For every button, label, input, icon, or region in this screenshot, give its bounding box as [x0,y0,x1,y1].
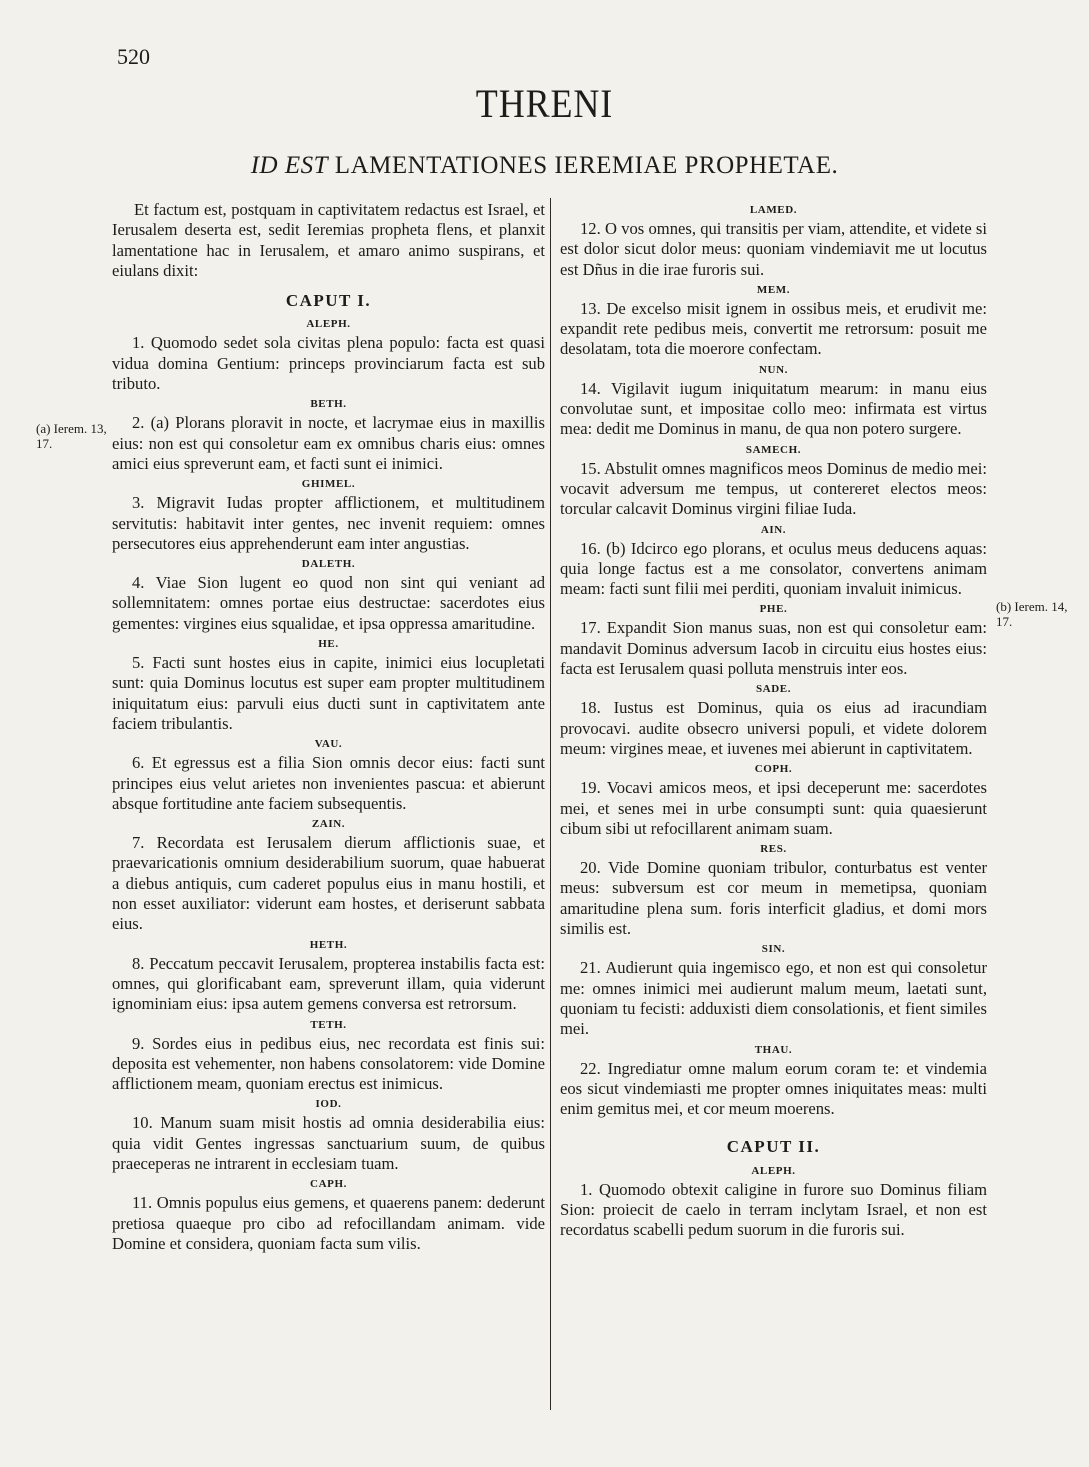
verse-letter: SAMECH. [745,443,802,456]
verse-text: 9. Sordes eius in pedibus eius, nec recordata est finis sui: deposita est vehementer, non habens consolatorem: vide Domine afflictionem meam, quoniam erectus est inimicus. [112,1033,545,1094]
verse-letter: ZAIN. [311,818,346,831]
verse-letter: IOD. [315,1098,342,1111]
verse-text: 13. De excelso misit ignem in ossibus meis, et erudivit me: expandit rete pedibus meis, convertit me retrorsum: posuit me desolatam, tota die moerore confectam. [560,298,987,359]
verse-letter: CAPH. [310,1178,347,1191]
verse-letter: ALEPH. [306,318,351,331]
margin-note-b: (b) Ierem. 14, 17. [996,599,1068,629]
column-rule [550,198,551,1410]
verse-letter: LAMED. [749,204,798,216]
verse-text: 20. Vide Domine quoniam tribulor, conturbatus est venter meus: subversum est cor meum in memetipsa, quoniam amaritudine plena sum. foris interficit gladius, et domi mors similis est. [560,858,987,939]
subtitle-italic: ID EST [250,152,329,179]
verse-text: 4. Viae Sion lugent eo quod non sint qui veniant ad sollemnitatem: omnes portae eius destructae: sacerdotes eius gementes: virgines eius squalidae, et ipsa oppressa amaritudine. [112,573,545,633]
verse-text: 5. Facti sunt hostes eius in capite, inimici eius locupletati sunt: quia Dominus locutus est super eam propter multitudinem iniquitatum eius: parvuli eius ducti sunt in captivitatem ante faciem tribulantis. [112,653,545,733]
margin-note-a: (a) Ierem. 13, 17. [36,421,107,451]
verse-text: 21. Audierunt quia ingemisco ego, et non est qui consoletur me: omnes inimici mei audierunt malum meum, laetati sunt, quoniam tu fecisti: adduxisti diem consolationis, et fient similes mei. [560,958,987,1039]
verse-letter: PHE. [759,603,788,616]
right-column [560,200,987,1241]
verse-text: 1. Quomodo obtexit caligine in furore suo Dominus filiam Sion: proiecit de caelo in terram inclytam Israel, et non est recordatus scabelli pedum suorum in die furoris sui. [560,1179,987,1240]
verse-letter: RES. [760,843,787,856]
verse-letter: TETH. [310,1018,347,1031]
verse-text: 8. Peccatum peccavit Ierusalem, propterea instabilis facta est: omnes, qui glorificabant eam, spreverunt illam, quia viderunt ignominiam eius: ipsa autem gemens conversa est retrorsum. [112,953,545,1014]
verse-text: 17. Expandit Sion manus suas, non est qui consoletur eam: mandavit Dominus adversum Iacob in circuitu eius hostes eius: facta est Ierusalem quasi polluta menstruis inter eos. [560,618,987,679]
verse-text: 10. Manum suam misit hostis ad omnia desiderabilia eius: quia vidit Gentes ingressas sanctuarium suum, de quibus praeceperas ne intrarent in ecclesiam tuam. [112,1113,545,1173]
intro-paragraph: Et factum est, postquam in captivitatem redactus est Israel, et Ierusalem deserta est, sedit Ieremias propheta flens, et planxit lamentatione hac in Ierusalem, et amaro animo suspirans, et eiulans dixit: [112,200,545,280]
left-column [112,200,545,1254]
verse-text: 11. Omnis populus eius gemens, et quaerens panem: dederunt pretiosa quaeque pro cibo ad refocillandam animam. vide Domine et considera, quoniam facta sum vilis. [112,1193,545,1253]
verse-text: 16. (b) Idcirco ego plorans, et oculus meus deducens aquas: quia longe factus est a me consolator, convertens animam meam: facti sunt filii mei perditi, quoniam invaluit inimicus. [560,538,987,599]
verse-letter: MEM. [756,283,791,296]
verse-text: 15. Abstulit omnes magnificos meos Dominus de medio mei: vocavit adversum me tempus, ut contereret electos meos: torcular calcavit Dominus virgini filiae Iuda. [560,458,987,519]
verse-text: 12. O vos omnes, qui transitis per viam, attendite, et videte si est dolor sicut dolor meus: quoniam vindemiavit me ut locutus est Dñus in die irae furoris sui. [560,219,987,279]
verse-letter: HE. [318,638,339,651]
verse-letter: AIN. [760,523,787,536]
verse-text: 22. Ingrediatur omne malum eorum coram te: et vindemia eos sicut vindemiasti me propter omnes iniquitates meas: multi enim gemitus mei, et cor meum moerens. [560,1058,987,1119]
verse-letter: SIN. [761,943,786,956]
verse-text: 1. Quomodo sedet sola civitas plena populo: facta est quasi vidua domina Gentium: princeps provinciarum facta est sub tributo. [112,333,545,394]
verse-letter: ALEPH. [751,1164,796,1177]
verse-letter: HETH. [309,938,348,951]
verse-letter: DALETH. [301,558,356,571]
verse-letter: BETH. [310,398,347,411]
page-subtitle [0,152,1089,180]
verse-letter: NUN. [759,363,788,376]
page-number: 520 [117,44,150,69]
caput-1-heading: CAPUT I. [285,291,372,311]
caput-2-heading: CAPUT II. [726,1137,821,1157]
verse-letter: THAU. [754,1043,793,1056]
verse-text: 2. (a) Plorans ploravit in nocte, et lacrymae eius in maxillis eius: non est qui consoletur eam ex omnibus charis eius: omnes amici eius spreverunt eam, et facti sunt ei inimici. [112,413,545,473]
verse-letter: SADE. [755,683,792,696]
page-title: THRENI [475,81,614,126]
verse-text: 7. Recordata est Ierusalem dierum afflictionis suae, et praevaricationis omnium desiderabilium suorum, quae habuerat a diebus antiquis, cum caderet populus eius in manu hostili, et non esset auxiliator: viderunt eam hostes, et deriserunt sabbata eius. [112,833,545,934]
subtitle-rest: LAMENTATIONES IEREMIAE PROPHETAE. [334,152,839,179]
verse-text: 19. Vocavi amicos meos, et ipsi deceperunt me: sacerdotes mei, et senes mei in urbe consumpti sunt: quia quaesierunt cibum sibi ut refocillarent animam suam. [560,778,987,838]
verse-text: 18. Iustus est Dominus, quia os eius ad iracundiam provocavi. audite obsecro universi populi, et videte dolorem meum: virgines meae, et iuvenes mei abierunt in captivitatem. [560,698,987,758]
verse-letter: VAU. [314,738,343,751]
verse-letter: GHIMEL. [301,478,356,491]
verse-text: 3. Migravit Iudas propter afflictionem, et multitudinem servitutis: habitavit inter gentes, nec invenit requiem: omnes persecutores eius apprehenderunt eam inter angustias. [112,493,545,553]
verse-text: 6. Et egressus est a filia Sion omnis decor eius: facti sunt principes eius velut arietes non invenientes pascua: et abierunt absque fortitudine ante faciem subsequentis. [112,753,545,813]
verse-letter: COPH. [754,763,793,776]
verse-text: 14. Vigilavit iugum iniquitatum mearum: in manu eius convolutae sunt, et impositae collo meo: infirmata est virtus mea: dedit me Dominus in manu, de qua non potero surgere. [560,378,987,439]
